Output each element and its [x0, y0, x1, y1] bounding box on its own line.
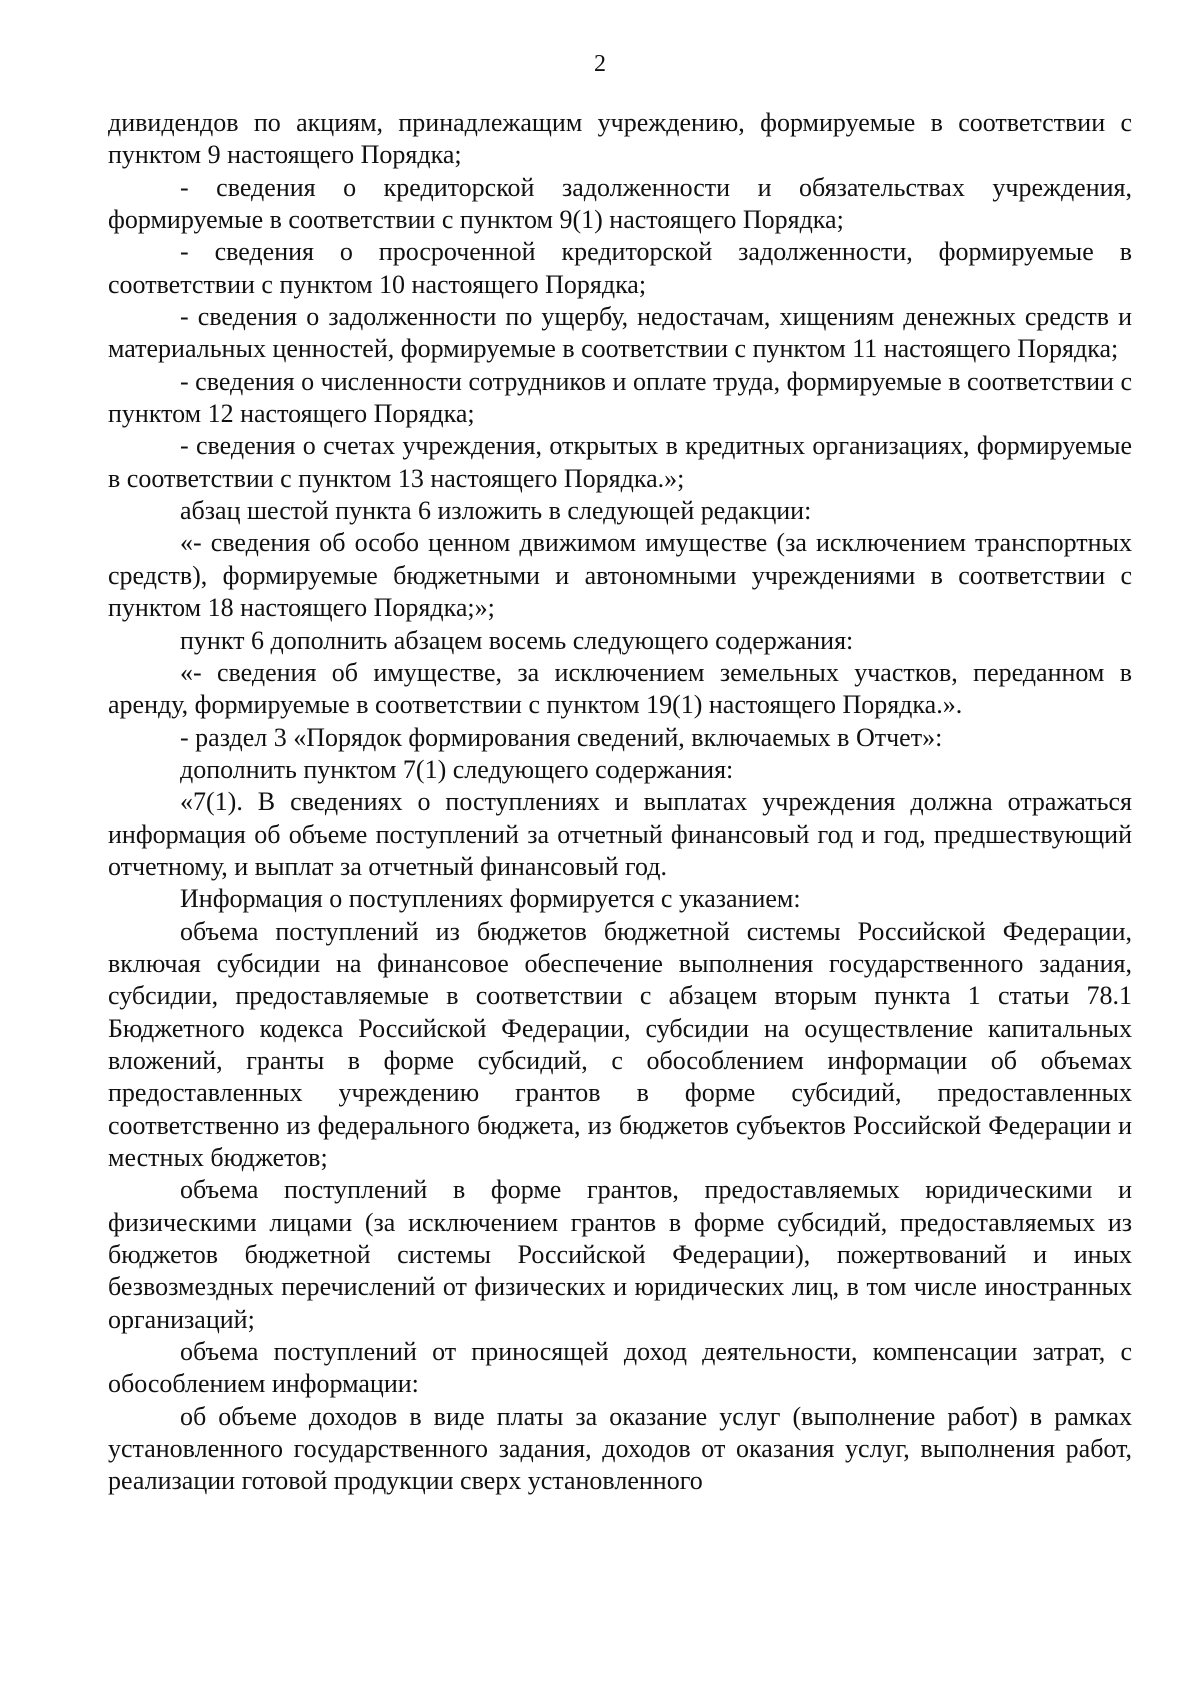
paragraph: объема поступлений от приносящей доход деятельности, компенсации затрат, с обособлением информации: [108, 1337, 1132, 1399]
paragraph: - сведения о просроченной кредиторской задолженности, формируемые в соответствии с пунктом 10 настоящего Порядка; [108, 237, 1132, 299]
paragraph: «7(1). В сведениях о поступлениях и выплатах учреждения должна отражаться информация об объеме поступлений за отчетный финансовый год и год, предшествующий отчетному, и выплат за отчетный финансовый год. [108, 787, 1132, 881]
paragraph: пункт 6 дополнить абзацем восемь следующего содержания: [180, 625, 854, 655]
paragraph: дивидендов по акциям, принадлежащим учреждению, формируемые в соответствии с пунктом 9 настоящего Порядка; [108, 108, 1132, 170]
paragraph: «- сведения об особо ценном движимом имуществе (за исключением транспортных средств), формируемые бюджетными и автономными учреждениями в соответствии с пунктом 18 настоящего Порядка;»; [108, 528, 1132, 623]
paragraph: - сведения о счетах учреждения, открытых в кредитных организациях, формируемые в соответствии с пунктом 13 настоящего Порядка.»; [108, 431, 1132, 493]
paragraph: - сведения о кредиторской задолженности и обязательствах учреждения, формируемые в соответствии с пунктом 9(1) настоящего Порядка; [108, 172, 1132, 235]
paragraph: абзац шестой пункта 6 изложить в следующей редакции: [180, 496, 812, 526]
paragraph: объема поступлений из бюджетов бюджетной системы Российской Федерации, включая субсидии на финансовое обеспечение выполнения государственного задания, субсидии, предоставляемые в соответствии с абзацем вторым пункта 1 статьи 78.1 Бюджетного кодекса Российской Федерации, субсидии на осуществление капитальных вложений, гранты в форме субсидий, с обособлением информации об объемах предоставленных учреждению грантов в форме субсидий, предоставленных соответственно из федерального бюджета, из бюджетов субъектов Российской Федерации и местных бюджетов; [108, 916, 1132, 1172]
paragraph: об объеме доходов в виде платы за оказание услуг (выполнение работ) в рамках установленного государственного задания, доходов от оказания услуг, выполнения работ, реализации готовой продукции сверх установленного [108, 1401, 1132, 1496]
paragraph: - раздел 3 «Порядок формирования сведений, включаемых в Отчет»: [180, 722, 943, 752]
paragraph: - сведения о численности сотрудников и оплате труда, формируемые в соответствии с пунктом 12 настоящего Порядка; [108, 366, 1132, 429]
paragraph: объема поступлений в форме грантов, предоставляемых юридическими и физическими лицами (за исключением грантов в форме субсидий, предоставляемых из бюджетов бюджетной системы Российской Федерации), пожертвований и иных безвозмездных перечислений от физических и юридических лиц, в том числе иностранных организаций; [108, 1175, 1132, 1334]
paragraph: - сведения о задолженности по ущербу, недостачам, хищениям денежных средств и материальных ценностей, формируемые в соответствии с пунктом 11 настоящего Порядка; [108, 302, 1132, 364]
document-body [108, 107, 1132, 1498]
paragraph: «- сведения об имуществе, за исключением земельных участков, переданном в аренду, формируемые в соответствии с пунктом 19(1) настоящего Порядка.». [108, 657, 1132, 720]
paragraph: Информация о поступлениях формируется с указанием: [180, 884, 801, 914]
paragraph: дополнить пунктом 7(1) следующего содержания: [180, 754, 734, 784]
page-number: 2 [594, 51, 606, 77]
